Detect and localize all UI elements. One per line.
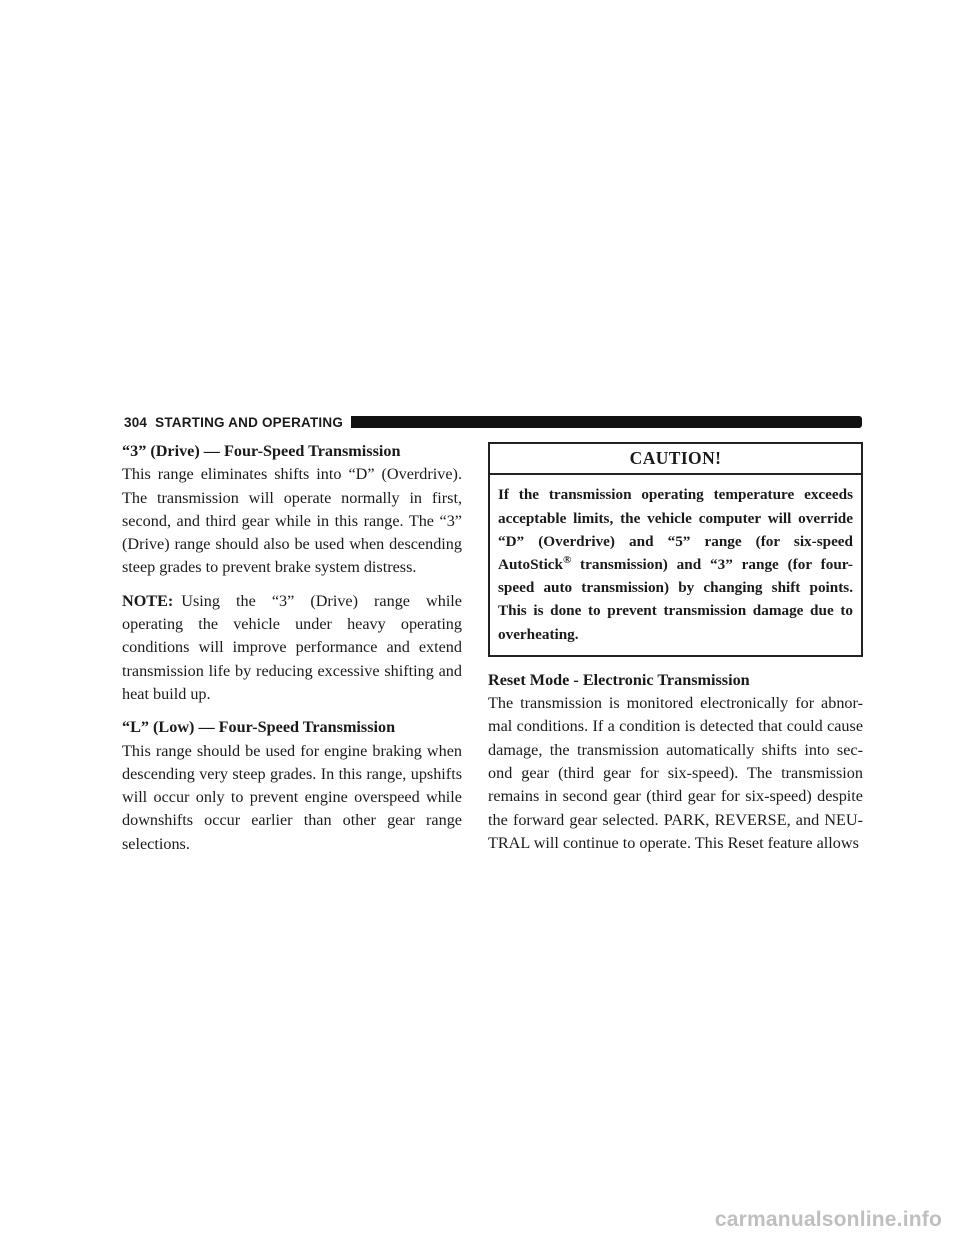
drive-heading: “3” (Drive) — Four-Speed Transmission: [122, 442, 401, 460]
note-label: NOTE:: [122, 591, 174, 610]
spacer: [122, 580, 462, 590]
caution-text: If the transmission operating temperature exceeds acceptable limits, the vehicle computer will override “D” (Overdrive) and “5” range (for six-speed AutoStick: [498, 486, 853, 573]
low-heading: “L” (Low) — Four-Speed Transmission: [122, 718, 396, 737]
section-title: STARTING AND OPERATING: [155, 414, 344, 430]
watermark: carmanualsonline.info: [714, 1208, 942, 1231]
reset-paragraph: The transmission is monitored electronically for abnor-mal conditions. If a condition is detected that could cause damage, the transmission automatically shifts into sec-ond gear (third gear for six-speed). The transmission remains in second gear (third gear for six-speed) despite the forward gear selected. PARK, REVERSE, and NEU-TRAL will continue to operate. This Reset feature allows: [488, 694, 863, 852]
drive-paragraph: This range eliminates shifts into “D” (Overdrive). The transmission will operate normally in first, second, and third gear while in this range. The “3” (Drive) range should also be used when descending steep grades to prevent brake system distress.: [122, 465, 462, 577]
page-number: 304: [124, 414, 148, 430]
note-paragraph: [122, 590, 462, 706]
caution-box: [488, 442, 863, 657]
registered-mark: ®: [562, 553, 572, 566]
caution-title: CAUTION!: [490, 444, 861, 475]
reset-heading: Reset Mode - Electronic Transmission: [488, 670, 750, 689]
low-paragraph: This range should be used for engine braking when descending very steep grades. In this range, upshifts will occur only to prevent engine overspeed while downshifts occur earlier than other gear range selections.: [122, 741, 462, 853]
left-column: [122, 440, 462, 856]
header-rule: [351, 416, 862, 428]
caution-body: [490, 475, 861, 654]
right-column: [488, 440, 863, 855]
spacer: [122, 706, 462, 716]
spacer: [488, 657, 863, 669]
note-text: Using the “3” (Drive) range while operating the vehicle under heavy operating conditions will improve performance and extend transmission life by reducing excessive shifting and heat build up.: [122, 591, 462, 703]
caution-text-continued: transmission) and “3” range (for four-speed auto transmission) by changing shift points. This is done to prevent transmission damage due to overheating.: [498, 555, 853, 643]
running-header: [124, 414, 862, 430]
